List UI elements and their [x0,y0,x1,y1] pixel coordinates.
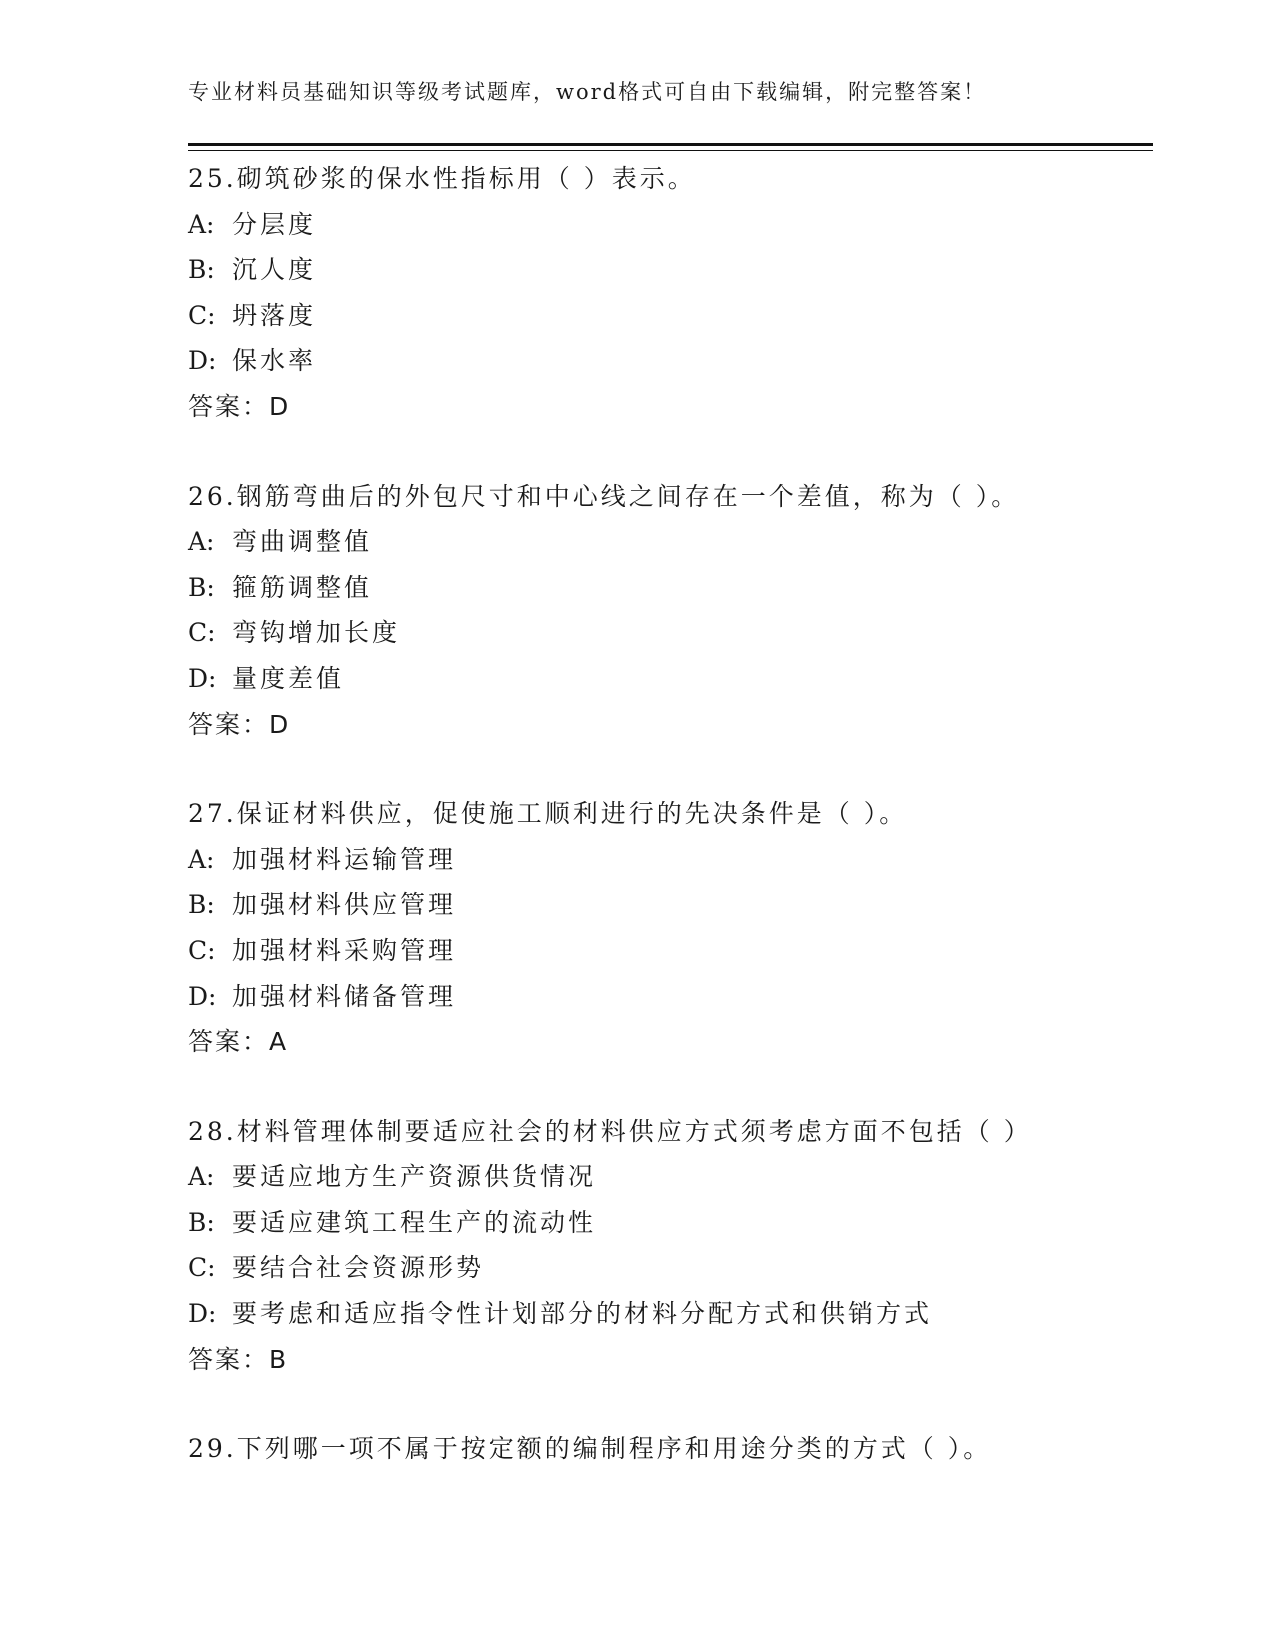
option-text: 量度差值 [232,663,345,693]
question-26 [188,474,1153,748]
option-c [188,293,1153,339]
answer-label: 答案： [188,391,270,421]
option-c [188,928,1153,974]
option-d [188,974,1153,1020]
option-text: 沉人度 [232,255,317,285]
question-27 [188,791,1153,1065]
question-stem: 27.保证材料供应，促使施工顺利进行的先决条件是（ ）。 [188,799,908,829]
option-letter: B: [188,572,215,602]
header-divider [188,143,1153,146]
answer [188,702,1153,748]
question-29 [188,1426,1153,1472]
option-text: 要考虑和适应指令性计划部分的材料分配方式和供销方式 [232,1299,933,1329]
question-25 [188,156,1153,430]
option-letter: A: [188,209,215,239]
option-b [188,1200,1153,1246]
answer-value: A [269,1027,287,1057]
option-text: 箍筋调整值 [232,572,373,602]
question-28 [188,1109,1153,1383]
option-text: 加强材料储备管理 [232,981,457,1011]
option-text: 要适应地方生产资源供货情况 [232,1162,597,1192]
answer-label: 答案： [188,709,270,739]
option-d [188,338,1153,384]
answer-value: D [269,709,289,739]
option-text: 要结合社会资源形势 [232,1253,485,1283]
answer-value: D [269,391,289,421]
question-stem: 26.钢筋弯曲后的外包尺寸和中心线之间存在一个差值，称为（ ）。 [188,481,1020,511]
option-d [188,1291,1153,1337]
answer-value: B [269,1344,287,1374]
option-a [188,1154,1153,1200]
answer [188,1019,1153,1065]
answer [188,384,1153,430]
header-divider-thin [188,150,1153,151]
question-stem: 25.砌筑砂浆的保水性指标用（ ）表示。 [188,164,696,193]
option-text: 弯曲调整值 [232,527,373,557]
option-letter: C: [188,618,216,648]
option-text: 加强材料运输管理 [232,844,457,874]
option-letter: C: [188,300,216,330]
option-b [188,247,1153,293]
option-text: 分层度 [232,209,317,239]
option-b [188,565,1153,611]
option-letter: D: [188,346,217,376]
option-d [188,656,1153,702]
question-stem: 28.材料管理体制要适应社会的材料供应方式须考虑方面不包括（ ） [188,1116,1032,1146]
option-text: 坍落度 [232,300,317,330]
option-letter: A: [188,527,215,557]
option-letter: B: [188,890,215,920]
option-a [188,519,1153,565]
option-a [188,202,1153,248]
option-letter: A: [188,844,215,874]
option-letter: B: [188,1207,215,1237]
option-letter: D: [188,981,217,1011]
answer-label: 答案： [188,1344,270,1374]
option-text: 保水率 [232,346,317,376]
option-c [188,1245,1153,1291]
option-text: 要适应建筑工程生产的流动性 [232,1207,597,1237]
option-letter: B: [188,255,215,285]
option-text: 加强材料供应管理 [232,890,457,920]
option-text: 加强材料采购管理 [232,935,457,965]
option-a [188,837,1153,883]
option-letter: C: [188,1253,216,1283]
option-b [188,882,1153,928]
option-letter: D: [188,1299,217,1329]
option-letter: D: [188,663,217,693]
answer-label: 答案： [188,1027,270,1057]
page-header: 专业材料员基础知识等级考试题库，word格式可自由下载编辑，附完整答案！ [188,80,987,104]
option-text: 弯钩增加长度 [232,618,401,648]
option-letter: C: [188,935,216,965]
option-letter: A: [188,1162,215,1192]
question-list [188,156,1153,1516]
question-stem: 29.下列哪一项不属于按定额的编制程序和用途分类的方式（ ）。 [188,1434,992,1464]
option-c [188,610,1153,656]
answer [188,1337,1153,1383]
